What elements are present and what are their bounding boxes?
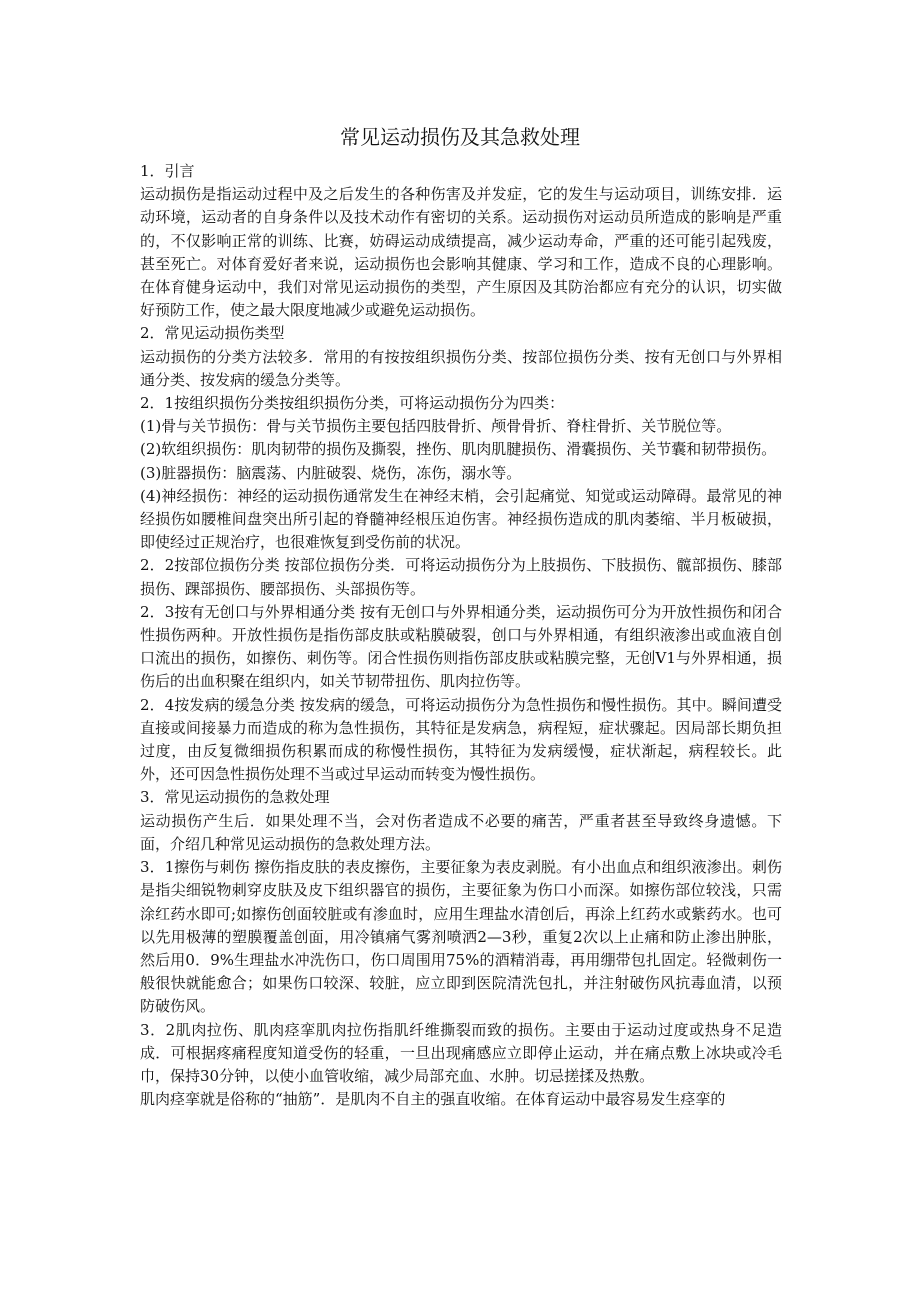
document-title: 常见运动损伤及其急救处理 [340,125,580,149]
paragraph: 运动损伤产生后．如果处理不当，会对伤者造成不必要的痛苦，严重者甚至导致终身遗憾。下面，介绍几种常见运动损伤的急救处理方法。 [140,811,782,853]
list-item: (1)骨与关节损伤：骨与关节损伤主要包括四肢骨折、颅骨骨折、脊柱骨折、关节脱位等。 [140,417,732,436]
paragraph: 肌肉痉挛就是俗称的“抽筋”．是肌肉不自主的强直收缩。在体育运动中最容易发生痉挛的 [140,1090,726,1109]
paragraph: 2．2按部位损伤分类 按部位损伤分类．可将运动损伤分为上肢损伤、下肢损伤、髋部损伤、膝部损伤、踝部损伤、腰部损伤、头部损伤等。 [140,556,782,598]
paragraph: 运动损伤的分类方法较多．常用的有按按组织损伤分类、按部位损伤分类、按有无创口与外界相通分类、按发病的缓急分类等。 [140,347,782,389]
heading-first-aid: 3．常见运动损伤的急救处理 [140,788,330,807]
paragraph: 运动损伤是指运动过程中及之后发生的各种伤害及并发症，它的发生与运动项目，训练安排．运动环境，运动者的自身条件以及技术动作有密切的关系。运动损伤对运动员所造成的影响是严重的，不仅影响正常的训练、比赛，妨碍运动成绩提高，减少运动寿命，严重的还可能引起残废，甚至死亡。对体育爱好者来说，运动损伤也会影响其健康、学习和工作，造成不良的心理影响。在体育健身运动中，我们对常见运动损伤的类型，产生原因及其防治都应有充分的认识，切实做好预防工作，使之最大限度地减少或避免运动损伤。 [140,185,782,320]
paragraph: 2．3按有无创口与外界相通分类 按有无创口与外界相通分类，运动损伤可分为开放性损伤和闭合性损伤两种。开放性损伤是指伤部皮肤或粘膜破裂，创口与外界相通，有组织液渗出或血液自创口流出的损伤，如擦伤、刺伤等。闭合性损伤则指伤部皮肤或粘膜完整，无创V1与外界相通，损伤后的出血积聚在组织内，如关节韧带扭伤、肌肉拉伤等。 [140,602,782,691]
list-item: (3)脏器损伤：脑震荡、内脏破裂、烧伤，冻伤，溺水等。 [140,463,522,482]
heading-introduction: 1．引言 [140,162,195,180]
heading-injury-types: 2．常见运动损伤类型 [140,324,285,343]
list-item: (2)软组织损伤：肌肉韧带的损伤及撕裂，挫伤、肌肉肌腱损伤、滑囊损伤、关节囊和韧带损伤。 [140,440,777,459]
document-body [140,160,782,1111]
subheading: 2．1按组织损伤分类按组织损伤分类，可将运动损伤分为四类： [140,394,565,413]
list-item: (4)神经损伤：神经的运动损伤通常发生在神经末梢，会引起痛觉、知觉或运动障碍。最常见的神经损伤如腰椎间盘突出所引起的脊髓神经根压迫伤害。神经损伤造成的肌肉萎缩、半月板破损，即使经过正规治疗，也很难恢复到受伤前的状况。 [140,486,782,552]
paragraph: 2．4按发病的缓急分类 按发病的缓急，可将运动损伤分为急性损伤和慢性损伤。其中。瞬间遭受直接或间接暴力而造成的称为急性损伤，其特征是发病急，病程短，症状骤起。因局部长期负担过度，由反复微细损伤积累而成的称慢性损伤，其特征为发病缓慢，症状渐起，病程较长。此外，还可因急性损伤处理不当或过早运动而转变为慢性损伤。 [140,695,782,784]
paragraph: 3．1擦伤与刺伤 擦伤指皮肤的表皮擦伤，主要征象为表皮剥脱。有小出血点和组织液渗出。刺伤是指尖细锐物刺穿皮肤及皮下组织器官的损伤，主要征象为伤口小而深。如擦伤部位较浅，只需涂红药水即可;如擦伤创面较脏或有渗血时，应用生理盐水清创后，再涂上红药水或紫药水。也可以先用极薄的塑膜覆盖创面，用冷镇痛气雾剂喷洒2—3秒，重复2次以上止痛和防止渗出肿胀，然后用0．9%生理盐水冲洗伤口，伤口周围用75%的酒精消毒，再用绷带包扎固定。轻微刺伤一般很快就能愈合；如果伤口较深、较脏，应立即到医院清洗包扎，并注射破伤风抗毒血清，以预防破伤风。 [140,858,782,1016]
paragraph: 3．2肌肉拉伤、肌肉痉挛肌肉拉伤指肌纤维撕裂而致的损伤。主要由于运动过度或热身不足造成．可根据疼痛程度知道受伤的轻重，一旦出现痛感应立即停止运动，并在痛点敷上冰块或冷毛巾，保持30分钟，以使小血管收缩，减少局部充血、水肿。切忌搓揉及热敷。 [140,1020,782,1085]
